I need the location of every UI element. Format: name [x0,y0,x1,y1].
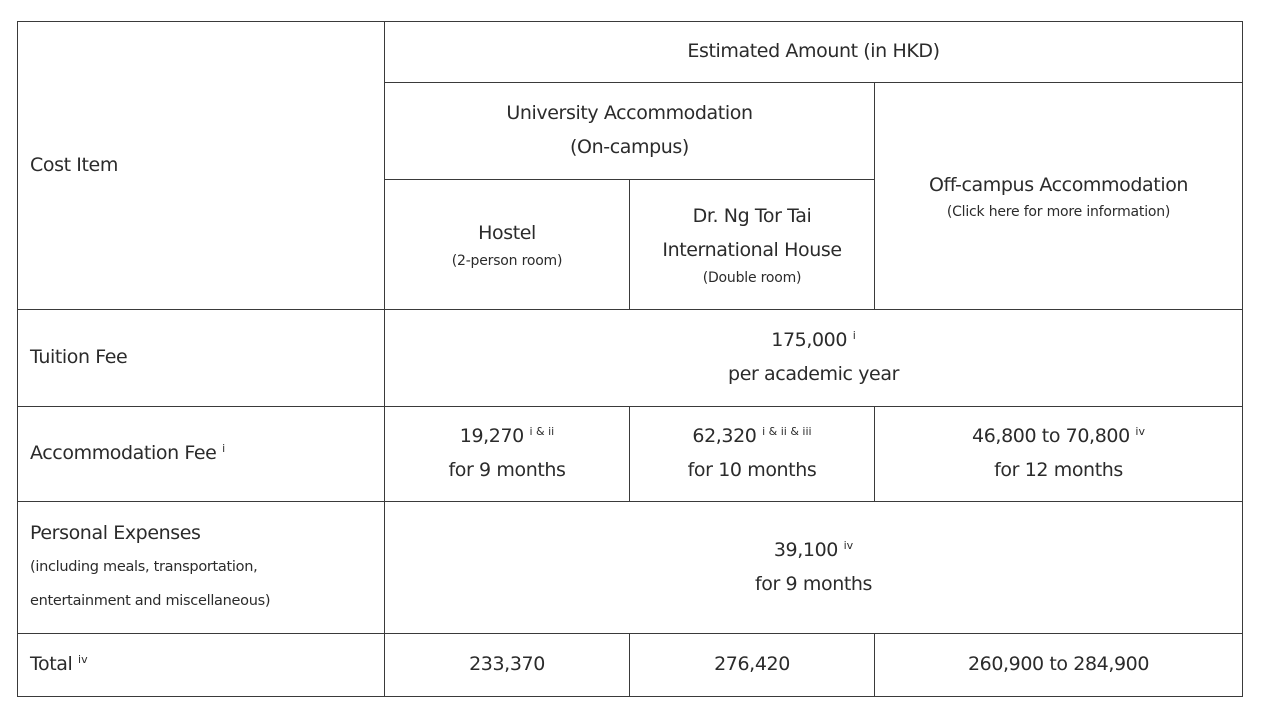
accommodation-international-house-footnote-ref: i & ii & iii [762,425,812,439]
accommodation-label: Accommodation Fee [30,442,217,465]
accommodation-international-house-amount: 62,320 [692,425,757,448]
accommodation-hostel-cell [385,407,630,502]
international-house-title-line2: International House [662,239,842,261]
tuition-label: Tuition Fee [30,346,128,369]
accommodation-hostel-period: for 9 months [448,459,566,481]
total-row [18,634,1243,697]
accommodation-international-house-cell [630,407,875,502]
total-international-house: 276,420 [714,653,790,676]
personal-expenses-period: for 9 months [754,572,873,595]
accommodation-international-house-period: for 10 months [687,459,817,481]
cost-item-header-label: Cost Item [30,153,118,176]
tuition-period: per academic year [728,363,899,385]
accommodation-off-campus-cell [875,407,1243,502]
international-house-room-note: (Double room) [702,269,802,286]
international-house-title-line1: Dr. Ng Tor Tai [692,205,812,228]
hostel-room-note: (2-person room) [451,252,563,269]
total-label: Total [30,653,73,676]
university-accommodation-header [385,83,875,180]
accommodation-off-campus-amount: 46,800 to 70,800 [972,425,1130,448]
accommodation-hostel-amount: 19,270 [459,425,524,448]
estimated-amount-header [385,22,1243,83]
total-footnote-ref: iv [78,653,88,667]
personal-expenses-amount: 39,100 [773,538,838,561]
tuition-amount: 175,000 [771,329,848,352]
personal-expenses-footnote-ref: iv [843,538,854,552]
cost-item-header [18,22,385,310]
total-international-house-cell [630,634,875,697]
accommodation-label-footnote-ref: i [222,442,226,456]
total-label-cell [18,634,385,697]
accommodation-hostel-footnote-ref: i & ii [529,425,555,439]
total-hostel: 233,370 [469,653,545,676]
university-accommodation-title: University Accommodation [506,102,753,125]
hostel-title: Hostel [478,222,536,245]
accommodation-row [18,407,1243,502]
total-off-campus: 260,900 to 284,900 [967,653,1150,676]
international-house-header [630,180,875,310]
off-campus-header [875,83,1243,310]
cost-table [17,21,1243,697]
personal-expenses-note-line1: (including meals, transportation, [30,559,258,576]
personal-expenses-label-cell [18,502,385,634]
header-row-1 [18,22,1243,83]
tuition-amount-cell [385,310,1243,407]
total-off-campus-cell [875,634,1243,697]
estimated-amount-label: Estimated Amount (in HKD) [687,40,940,63]
personal-expenses-amount-cell [385,502,1243,634]
off-campus-note-suffix: for more information) [1019,204,1171,221]
personal-expenses-row [18,502,1243,634]
off-campus-info-link[interactable]: here [988,204,1020,221]
off-campus-note-prefix: (Click [946,204,989,221]
accommodation-off-campus-period: for 12 months [994,459,1123,481]
accommodation-off-campus-footnote-ref: iv [1135,425,1145,439]
personal-expenses-label: Personal Expenses [30,521,201,544]
personal-expenses-note-line2: entertainment and miscellaneous) [30,593,271,610]
hostel-header [385,180,630,310]
tuition-row [18,310,1243,407]
accommodation-label-cell [18,407,385,502]
total-hostel-cell [385,634,630,697]
off-campus-title: Off-campus Accommodation [928,173,1189,196]
off-campus-note [881,202,1236,223]
tuition-label-cell [18,310,385,407]
on-campus-label: (On-campus) [570,136,689,158]
tuition-footnote-ref: i [852,329,856,343]
